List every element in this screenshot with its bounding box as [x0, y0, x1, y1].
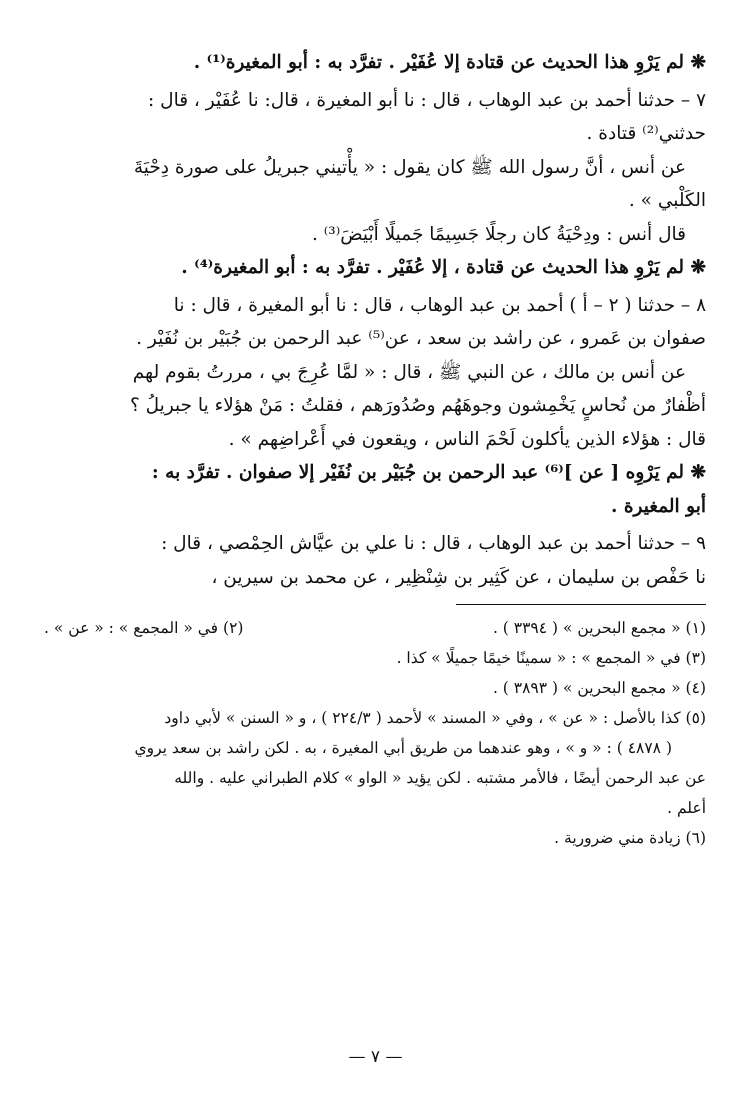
footnote-3: (٣) في « المجمع » : « سمينًا خيمًا جميلًا » كذا . [396, 649, 706, 667]
hadith-7-line-1: ٧ – حدثنا أحمد بن عبد الوهاب ، قال : نا أبو المغيرة ، قال: نا عُفَيْر ، قال : [148, 89, 706, 111]
footnote-separator [456, 604, 706, 605]
hadith-8-text-3: قال : هؤلاء الذين يأكلون لَحْمَ الناس ، ويقعون في أَعْراضِهم » . [228, 428, 706, 450]
hadith-7-text-2: الكَلْبي » . [628, 190, 706, 211]
hadith-8-line-1: ٨ – حدثنا ( ٢ – أ ) أحمد بن عبد الوهاب ، قال : نا أبو المغيرة ، قال : نا [173, 294, 706, 316]
hadith-9-line-1: ٩ – حدثنا أحمد بن عبد الوهاب ، قال : نا علي بن عيَّاش الحِمْصي ، قال : [161, 533, 706, 554]
footnote-5-line-3: عن عبد الرحمن أيضًا ، فالأمر مشتبه . لكن يؤيد « الواو » كلام الطبراني عليه . والله [174, 769, 706, 787]
hadith-8-text-1: عن أنس بن مالك ، عن النبي ﷺ ، قال : « لمَّا عُرِجَ بي ، مررتُ بقوم لهم [132, 361, 686, 383]
footnotes [44, 613, 706, 853]
footnote-5-line-1: (٥) كذا بالأصل : « عن » ، وفي « المسند » لأحمد ( ٢٢٤/٣ ) ، و « السنن » لأبي داود [164, 709, 706, 727]
note-line-3b: أبو المغيرة . [610, 495, 706, 517]
note-line-2: ❋ لم يَرْوِ هذا الحديث عن قتادة ، إلا عُفَيْر . تفرَّد به : أبو المغيرة⁽⁴⁾ . [181, 257, 706, 278]
hadith-9-line-2: نا حَفْص بن سليمان ، عن كَثِير بن شِنْظِير ، عن محمد بن سيرين ، [211, 566, 706, 588]
page-body [44, 46, 706, 853]
note-line-1: ❋ لم يَرْوِ هذا الحديث عن قتادة إلا عُفَيْر . تفرَّد به : أبو المغيرة⁽¹⁾ . [193, 52, 706, 73]
hadith-7-text-1: عن أنس ، أنَّ رسول الله ﷺ كان يقول : « يأْتيني جبريلُ على صورة دِحْيَةَ [133, 156, 686, 178]
hadith-7-comment: قال أنس : ودِحْيَةُ كان رجلًا جَسِيمًا جَميلًا أَبْيَضَ⁽³⁾ . [311, 223, 686, 245]
footnote-2: (٢) في « المجمع » : « عن » . [44, 619, 244, 637]
footnote-5-line-2: ( ٤٨٧٨ ) : « و » ، وهو عندهما من طريق أبي المغيرة ، به . لكن راشد بن سعد يروي [134, 739, 672, 757]
footnote-6: (٦) زيادة مني ضرورية . [554, 829, 706, 847]
hadith-8-text-2: أظْفارٌ من نُحاسٍ يَخْمِشون وجوهَهُم وصُدُورَهم ، فقلتُ : مَنْ هؤلاء يا جبريلُ ؟ [129, 395, 706, 416]
footnote-5-line-4: أعلم . [667, 799, 706, 817]
footnote-row-1-2 [44, 613, 706, 643]
note-line-3a: ❋ لم يَرْوِه [ عن ]⁽⁶⁾ عبد الرحمن بن جُبَيْر بن نُفَيْر إلا صفوان . تفرَّد به : [151, 462, 706, 483]
hadith-8-line-2: صفوان بن عَمرو ، عن راشد بن سعد ، عن⁽⁵⁾ عبد الرحمن بن جُبَيْر بن نُفَيْر . [136, 328, 706, 349]
hadith-7-line-2: حدثني⁽²⁾ قتادة . [586, 123, 706, 144]
page-number: — ٧ — [348, 1047, 403, 1067]
footnote-1: (١) « مجمع البحرين » ( ٣٣٩٤ ) . [492, 619, 706, 637]
footnote-4: (٤) « مجمع البحرين » ( ٣٨٩٣ ) . [492, 679, 706, 697]
